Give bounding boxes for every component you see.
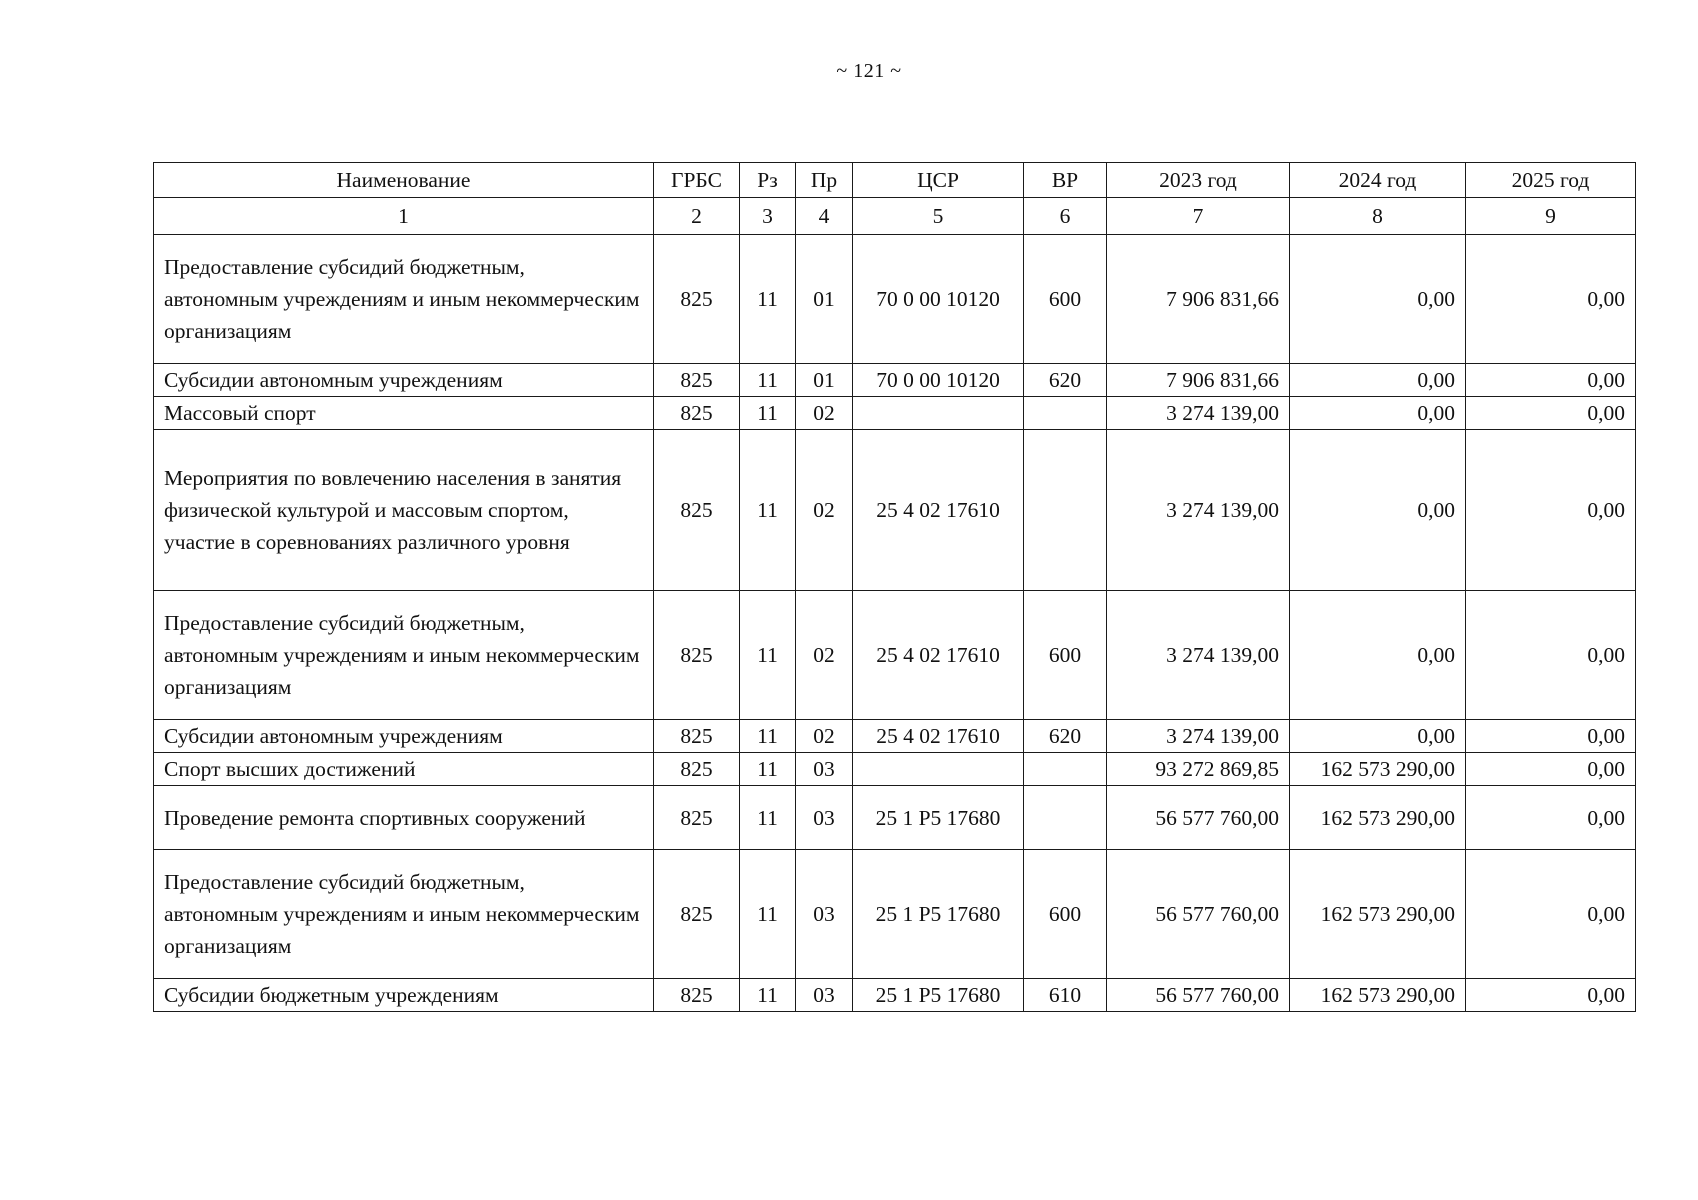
cell-name: Предоставление субсидий бюджетным, автономным учреждениям и иным некоммерческим организациям [154, 850, 654, 979]
cell-csr: 25 1 P5 17680 [853, 850, 1024, 979]
cell-rz: 11 [740, 235, 796, 364]
column-number-cell: 5 [853, 198, 1024, 235]
column-number-cell: 1 [154, 198, 654, 235]
cell-2023: 3 274 139,00 [1107, 720, 1290, 753]
cell-rz: 11 [740, 979, 796, 1012]
header-cell-name: Наименование [154, 163, 654, 198]
column-number-cell: 9 [1466, 198, 1636, 235]
header-cell-pr: Пр [796, 163, 853, 198]
cell-name: Субсидии автономным учреждениям [154, 720, 654, 753]
table-row [154, 235, 1636, 364]
table-row [154, 753, 1636, 786]
cell-name: Мероприятия по вовлечению населения в занятия физической культурой и массовым спортом, участие в соревнованиях различного уровня [154, 430, 654, 591]
table-row [154, 720, 1636, 753]
cell-2025: 0,00 [1466, 786, 1636, 850]
header-cell-vr: ВР [1024, 163, 1107, 198]
cell-rz: 11 [740, 430, 796, 591]
cell-rz: 11 [740, 850, 796, 979]
cell-2023: 3 274 139,00 [1107, 397, 1290, 430]
cell-2024: 0,00 [1290, 364, 1466, 397]
cell-csr: 25 4 02 17610 [853, 720, 1024, 753]
cell-grbs: 825 [654, 786, 740, 850]
cell-2023: 7 906 831,66 [1107, 364, 1290, 397]
cell-csr: 70 0 00 10120 [853, 364, 1024, 397]
cell-2025: 0,00 [1466, 753, 1636, 786]
table-row [154, 397, 1636, 430]
cell-2023: 56 577 760,00 [1107, 850, 1290, 979]
cell-2024: 0,00 [1290, 591, 1466, 720]
cell-grbs: 825 [654, 979, 740, 1012]
column-number-cell: 8 [1290, 198, 1466, 235]
cell-grbs: 825 [654, 753, 740, 786]
cell-2025: 0,00 [1466, 430, 1636, 591]
header-cell-2025: 2025 год [1466, 163, 1636, 198]
table-row [154, 430, 1636, 591]
cell-name: Субсидии автономным учреждениям [154, 364, 654, 397]
cell-vr [1024, 430, 1107, 591]
cell-name: Предоставление субсидий бюджетным, автономным учреждениям и иным некоммерческим организациям [154, 591, 654, 720]
cell-name: Субсидии бюджетным учреждениям [154, 979, 654, 1012]
cell-vr: 620 [1024, 720, 1107, 753]
table-row [154, 364, 1636, 397]
cell-vr: 600 [1024, 591, 1107, 720]
cell-2025: 0,00 [1466, 364, 1636, 397]
cell-rz: 11 [740, 591, 796, 720]
cell-2025: 0,00 [1466, 397, 1636, 430]
cell-2024: 0,00 [1290, 397, 1466, 430]
table-row [154, 979, 1636, 1012]
cell-pr: 01 [796, 364, 853, 397]
cell-csr [853, 753, 1024, 786]
cell-pr: 02 [796, 430, 853, 591]
cell-grbs: 825 [654, 364, 740, 397]
table-row [154, 850, 1636, 979]
cell-name: Массовый спорт [154, 397, 654, 430]
header-cell-2024: 2024 год [1290, 163, 1466, 198]
cell-2025: 0,00 [1466, 979, 1636, 1012]
header-cell-grbs: ГРБС [654, 163, 740, 198]
table-row [154, 786, 1636, 850]
cell-vr [1024, 786, 1107, 850]
cell-2023: 3 274 139,00 [1107, 430, 1290, 591]
cell-pr: 03 [796, 786, 853, 850]
cell-csr [853, 397, 1024, 430]
cell-2024: 162 573 290,00 [1290, 786, 1466, 850]
cell-csr: 25 1 P5 17680 [853, 979, 1024, 1012]
cell-2025: 0,00 [1466, 235, 1636, 364]
cell-pr: 02 [796, 591, 853, 720]
cell-pr: 02 [796, 720, 853, 753]
cell-rz: 11 [740, 786, 796, 850]
cell-2023: 3 274 139,00 [1107, 591, 1290, 720]
cell-grbs: 825 [654, 850, 740, 979]
header-cell-csr: ЦСР [853, 163, 1024, 198]
cell-name: Предоставление субсидий бюджетным, автономным учреждениям и иным некоммерческим организациям [154, 235, 654, 364]
column-number-row [154, 198, 1636, 235]
cell-vr: 620 [1024, 364, 1107, 397]
cell-2024: 162 573 290,00 [1290, 850, 1466, 979]
cell-vr: 600 [1024, 850, 1107, 979]
table-row [154, 591, 1636, 720]
cell-name: Проведение ремонта спортивных сооружений [154, 786, 654, 850]
cell-vr: 610 [1024, 979, 1107, 1012]
cell-2025: 0,00 [1466, 591, 1636, 720]
cell-pr: 01 [796, 235, 853, 364]
cell-vr [1024, 397, 1107, 430]
column-number-cell: 6 [1024, 198, 1107, 235]
cell-2024: 0,00 [1290, 720, 1466, 753]
page-number: ~ 121 ~ [836, 60, 902, 82]
header-row [154, 163, 1636, 198]
header-cell-2023: 2023 год [1107, 163, 1290, 198]
cell-csr: 70 0 00 10120 [853, 235, 1024, 364]
cell-grbs: 825 [654, 720, 740, 753]
budget-table [153, 162, 1636, 1012]
cell-pr: 02 [796, 397, 853, 430]
cell-2025: 0,00 [1466, 850, 1636, 979]
cell-rz: 11 [740, 364, 796, 397]
cell-rz: 11 [740, 753, 796, 786]
cell-2024: 0,00 [1290, 430, 1466, 591]
cell-rz: 11 [740, 720, 796, 753]
cell-pr: 03 [796, 850, 853, 979]
cell-2023: 56 577 760,00 [1107, 786, 1290, 850]
cell-2024: 162 573 290,00 [1290, 753, 1466, 786]
header-cell-rz: Рз [740, 163, 796, 198]
cell-2024: 0,00 [1290, 235, 1466, 364]
cell-2024: 162 573 290,00 [1290, 979, 1466, 1012]
cell-vr [1024, 753, 1107, 786]
cell-grbs: 825 [654, 591, 740, 720]
cell-csr: 25 1 P5 17680 [853, 786, 1024, 850]
column-number-cell: 4 [796, 198, 853, 235]
cell-pr: 03 [796, 753, 853, 786]
cell-grbs: 825 [654, 397, 740, 430]
cell-name: Спорт высших достижений [154, 753, 654, 786]
cell-pr: 03 [796, 979, 853, 1012]
cell-2023: 93 272 869,85 [1107, 753, 1290, 786]
column-number-cell: 3 [740, 198, 796, 235]
cell-2023: 56 577 760,00 [1107, 979, 1290, 1012]
cell-grbs: 825 [654, 430, 740, 591]
cell-grbs: 825 [654, 235, 740, 364]
cell-csr: 25 4 02 17610 [853, 591, 1024, 720]
cell-vr: 600 [1024, 235, 1107, 364]
cell-rz: 11 [740, 397, 796, 430]
column-number-cell: 7 [1107, 198, 1290, 235]
cell-2025: 0,00 [1466, 720, 1636, 753]
cell-2023: 7 906 831,66 [1107, 235, 1290, 364]
cell-csr: 25 4 02 17610 [853, 430, 1024, 591]
column-number-cell: 2 [654, 198, 740, 235]
